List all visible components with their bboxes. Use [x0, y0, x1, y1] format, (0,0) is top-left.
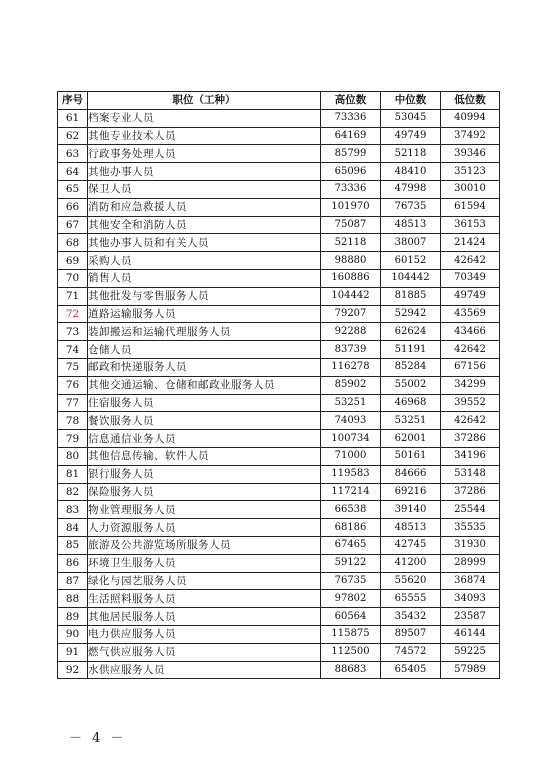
high-value: 66538 — [321, 501, 381, 519]
row-number: 62 — [58, 127, 88, 145]
median-value: 35432 — [381, 608, 441, 626]
row-number: 65 — [58, 180, 88, 198]
median-value: 38007 — [381, 234, 441, 252]
table-row — [58, 163, 500, 181]
row-number: 68 — [58, 234, 88, 252]
table-row — [58, 198, 500, 216]
table-row — [58, 519, 500, 537]
low-value: 37286 — [441, 430, 500, 448]
table-row — [58, 412, 500, 430]
low-value: 61594 — [441, 198, 500, 216]
row-number: 80 — [58, 447, 88, 465]
row-number: 79 — [58, 430, 88, 448]
high-value: 73336 — [321, 109, 381, 127]
position-name: 环境卫生服务人员 — [88, 554, 321, 572]
position-name: 档案专业人员 — [88, 109, 321, 127]
median-value: 42745 — [381, 536, 441, 554]
low-value: 42642 — [441, 341, 500, 359]
row-number: 72 — [58, 305, 88, 323]
high-value: 76735 — [321, 572, 381, 590]
table-row — [58, 109, 500, 127]
high-value: 71000 — [321, 447, 381, 465]
position-name: 生活照料服务人员 — [88, 590, 321, 608]
table-row — [58, 536, 500, 554]
high-value: 59122 — [321, 554, 381, 572]
position-name: 邮政和快递服务人员 — [88, 358, 321, 376]
high-value: 79207 — [321, 305, 381, 323]
low-value: 34299 — [441, 376, 500, 394]
row-number: 75 — [58, 358, 88, 376]
high-value: 73336 — [321, 180, 381, 198]
high-value: 98880 — [321, 252, 381, 270]
position-name: 其他办事人员和有关人员 — [88, 234, 321, 252]
high-value: 112500 — [321, 643, 381, 661]
position-name: 其他批发与零售服务人员 — [88, 287, 321, 305]
row-number: 88 — [58, 590, 88, 608]
table-row — [58, 661, 500, 679]
table-row — [58, 483, 500, 501]
position-name: 其他安全和消防人员 — [88, 216, 321, 234]
high-value: 88683 — [321, 661, 381, 679]
table-row — [58, 145, 500, 163]
low-value: 53148 — [441, 465, 500, 483]
median-value: 55620 — [381, 572, 441, 590]
high-value: 97802 — [321, 590, 381, 608]
high-value: 60564 — [321, 608, 381, 626]
high-value: 101970 — [321, 198, 381, 216]
row-number: 66 — [58, 198, 88, 216]
high-value: 65096 — [321, 163, 381, 181]
median-value: 85284 — [381, 358, 441, 376]
position-name: 保险服务人员 — [88, 483, 321, 501]
low-value: 39552 — [441, 394, 500, 412]
median-value: 41200 — [381, 554, 441, 572]
median-value: 81885 — [381, 287, 441, 305]
median-value: 104442 — [381, 269, 441, 287]
median-value: 53251 — [381, 412, 441, 430]
position-name: 装卸搬运和运输代理服务人员 — [88, 323, 321, 341]
row-number: 63 — [58, 145, 88, 163]
high-value: 67465 — [321, 536, 381, 554]
table-row — [58, 465, 500, 483]
low-value: 57989 — [441, 661, 500, 679]
high-value: 64169 — [321, 127, 381, 145]
high-value: 52118 — [321, 234, 381, 252]
table-row — [58, 572, 500, 590]
salary-table — [57, 91, 500, 679]
table-row — [58, 323, 500, 341]
median-value: 52118 — [381, 145, 441, 163]
high-value: 117214 — [321, 483, 381, 501]
high-value: 74093 — [321, 412, 381, 430]
table-row — [58, 608, 500, 626]
row-number: 70 — [58, 269, 88, 287]
median-value: 84666 — [381, 465, 441, 483]
header-row — [58, 92, 500, 110]
low-value: 36874 — [441, 572, 500, 590]
position-name: 物业管理服务人员 — [88, 501, 321, 519]
high-value: 53251 — [321, 394, 381, 412]
row-number: 86 — [58, 554, 88, 572]
low-value: 35123 — [441, 163, 500, 181]
row-number: 77 — [58, 394, 88, 412]
position-name: 其他办事人员 — [88, 163, 321, 181]
low-value: 28999 — [441, 554, 500, 572]
header-position: 职位（工种） — [88, 92, 321, 110]
row-number: 69 — [58, 252, 88, 270]
table-row — [58, 180, 500, 198]
position-name: 采购人员 — [88, 252, 321, 270]
median-value: 62001 — [381, 430, 441, 448]
low-value: 39346 — [441, 145, 500, 163]
median-value: 39140 — [381, 501, 441, 519]
row-number: 67 — [58, 216, 88, 234]
row-number: 71 — [58, 287, 88, 305]
high-value: 100734 — [321, 430, 381, 448]
high-value: 83739 — [321, 341, 381, 359]
high-value: 116278 — [321, 358, 381, 376]
median-value: 62624 — [381, 323, 441, 341]
table-row — [58, 590, 500, 608]
position-name: 道路运输服务人员 — [88, 305, 321, 323]
low-value: 59225 — [441, 643, 500, 661]
median-value: 52942 — [381, 305, 441, 323]
median-value: 53045 — [381, 109, 441, 127]
row-number: 64 — [58, 163, 88, 181]
position-name: 行政事务处理人员 — [88, 145, 321, 163]
high-value: 115875 — [321, 625, 381, 643]
low-value: 40994 — [441, 109, 500, 127]
table-row — [58, 305, 500, 323]
median-value: 50161 — [381, 447, 441, 465]
median-value: 48513 — [381, 216, 441, 234]
low-value: 31930 — [441, 536, 500, 554]
position-name: 水供应服务人员 — [88, 661, 321, 679]
median-value: 49749 — [381, 127, 441, 145]
table-row — [58, 252, 500, 270]
position-name: 燃气供应服务人员 — [88, 643, 321, 661]
low-value: 70349 — [441, 269, 500, 287]
high-value: 92288 — [321, 323, 381, 341]
page-number: － 4 － — [69, 731, 127, 746]
position-name: 保卫人员 — [88, 180, 321, 198]
table-row — [58, 216, 500, 234]
median-value: 76735 — [381, 198, 441, 216]
median-value: 69216 — [381, 483, 441, 501]
position-name: 其他居民服务人员 — [88, 608, 321, 626]
row-number: 81 — [58, 465, 88, 483]
median-value: 46968 — [381, 394, 441, 412]
row-number: 84 — [58, 519, 88, 537]
median-value: 47998 — [381, 180, 441, 198]
position-name: 绿化与园艺服务人员 — [88, 572, 321, 590]
low-value: 25544 — [441, 501, 500, 519]
table-row — [58, 643, 500, 661]
low-value: 37286 — [441, 483, 500, 501]
median-value: 60152 — [381, 252, 441, 270]
high-value: 85799 — [321, 145, 381, 163]
median-value: 48513 — [381, 519, 441, 537]
position-name: 人力资源服务人员 — [88, 519, 321, 537]
low-value: 42642 — [441, 412, 500, 430]
row-number: 87 — [58, 572, 88, 590]
low-value: 42642 — [441, 252, 500, 270]
row-number: 61 — [58, 109, 88, 127]
table-row — [58, 625, 500, 643]
position-name: 银行服务人员 — [88, 465, 321, 483]
header-median: 中位数 — [381, 92, 441, 110]
table-row — [58, 430, 500, 448]
low-value: 49749 — [441, 287, 500, 305]
high-value: 68186 — [321, 519, 381, 537]
row-number: 89 — [58, 608, 88, 626]
position-name: 住宿服务人员 — [88, 394, 321, 412]
high-value: 160886 — [321, 269, 381, 287]
high-value: 119583 — [321, 465, 381, 483]
high-value: 85902 — [321, 376, 381, 394]
position-name: 旅游及公共游览场所服务人员 — [88, 536, 321, 554]
high-value: 75087 — [321, 216, 381, 234]
median-value: 65555 — [381, 590, 441, 608]
low-value: 21424 — [441, 234, 500, 252]
table-row — [58, 358, 500, 376]
header-seq: 序号 — [58, 92, 88, 110]
row-number: 74 — [58, 341, 88, 359]
low-value: 34093 — [441, 590, 500, 608]
row-number: 73 — [58, 323, 88, 341]
row-number: 91 — [58, 643, 88, 661]
low-value: 67156 — [441, 358, 500, 376]
table-row — [58, 501, 500, 519]
low-value: 34196 — [441, 447, 500, 465]
low-value: 23587 — [441, 608, 500, 626]
position-name: 消防和应急救援人员 — [88, 198, 321, 216]
low-value: 37492 — [441, 127, 500, 145]
low-value: 36153 — [441, 216, 500, 234]
median-value: 48410 — [381, 163, 441, 181]
table-row — [58, 287, 500, 305]
row-number: 83 — [58, 501, 88, 519]
position-name: 仓储人员 — [88, 341, 321, 359]
low-value: 43466 — [441, 323, 500, 341]
table-row — [58, 269, 500, 287]
low-value: 35535 — [441, 519, 500, 537]
position-name: 其他交通运输、仓储和邮政业服务人员 — [88, 376, 321, 394]
row-number: 78 — [58, 412, 88, 430]
table-row — [58, 234, 500, 252]
median-value: 74572 — [381, 643, 441, 661]
position-name: 其他信息传输、软件人员 — [88, 447, 321, 465]
low-value: 30010 — [441, 180, 500, 198]
table-body — [58, 109, 500, 679]
row-number: 82 — [58, 483, 88, 501]
row-number: 76 — [58, 376, 88, 394]
row-number: 90 — [58, 625, 88, 643]
position-name: 餐饮服务人员 — [88, 412, 321, 430]
low-value: 43569 — [441, 305, 500, 323]
position-name: 电力供应服务人员 — [88, 625, 321, 643]
low-value: 46144 — [441, 625, 500, 643]
high-value: 104442 — [321, 287, 381, 305]
table-row — [58, 341, 500, 359]
table-row — [58, 127, 500, 145]
table-row — [58, 376, 500, 394]
position-name: 其他专业技术人员 — [88, 127, 321, 145]
header-low: 低位数 — [441, 92, 500, 110]
median-value: 55002 — [381, 376, 441, 394]
row-number: 92 — [58, 661, 88, 679]
table-row — [58, 447, 500, 465]
table-row — [58, 554, 500, 572]
table-header — [58, 92, 500, 110]
position-name: 销售人员 — [88, 269, 321, 287]
position-name: 信息通信业务人员 — [88, 430, 321, 448]
median-value: 89507 — [381, 625, 441, 643]
table-row — [58, 394, 500, 412]
row-number: 85 — [58, 536, 88, 554]
median-value: 51191 — [381, 341, 441, 359]
median-value: 65405 — [381, 661, 441, 679]
header-high: 高位数 — [321, 92, 381, 110]
